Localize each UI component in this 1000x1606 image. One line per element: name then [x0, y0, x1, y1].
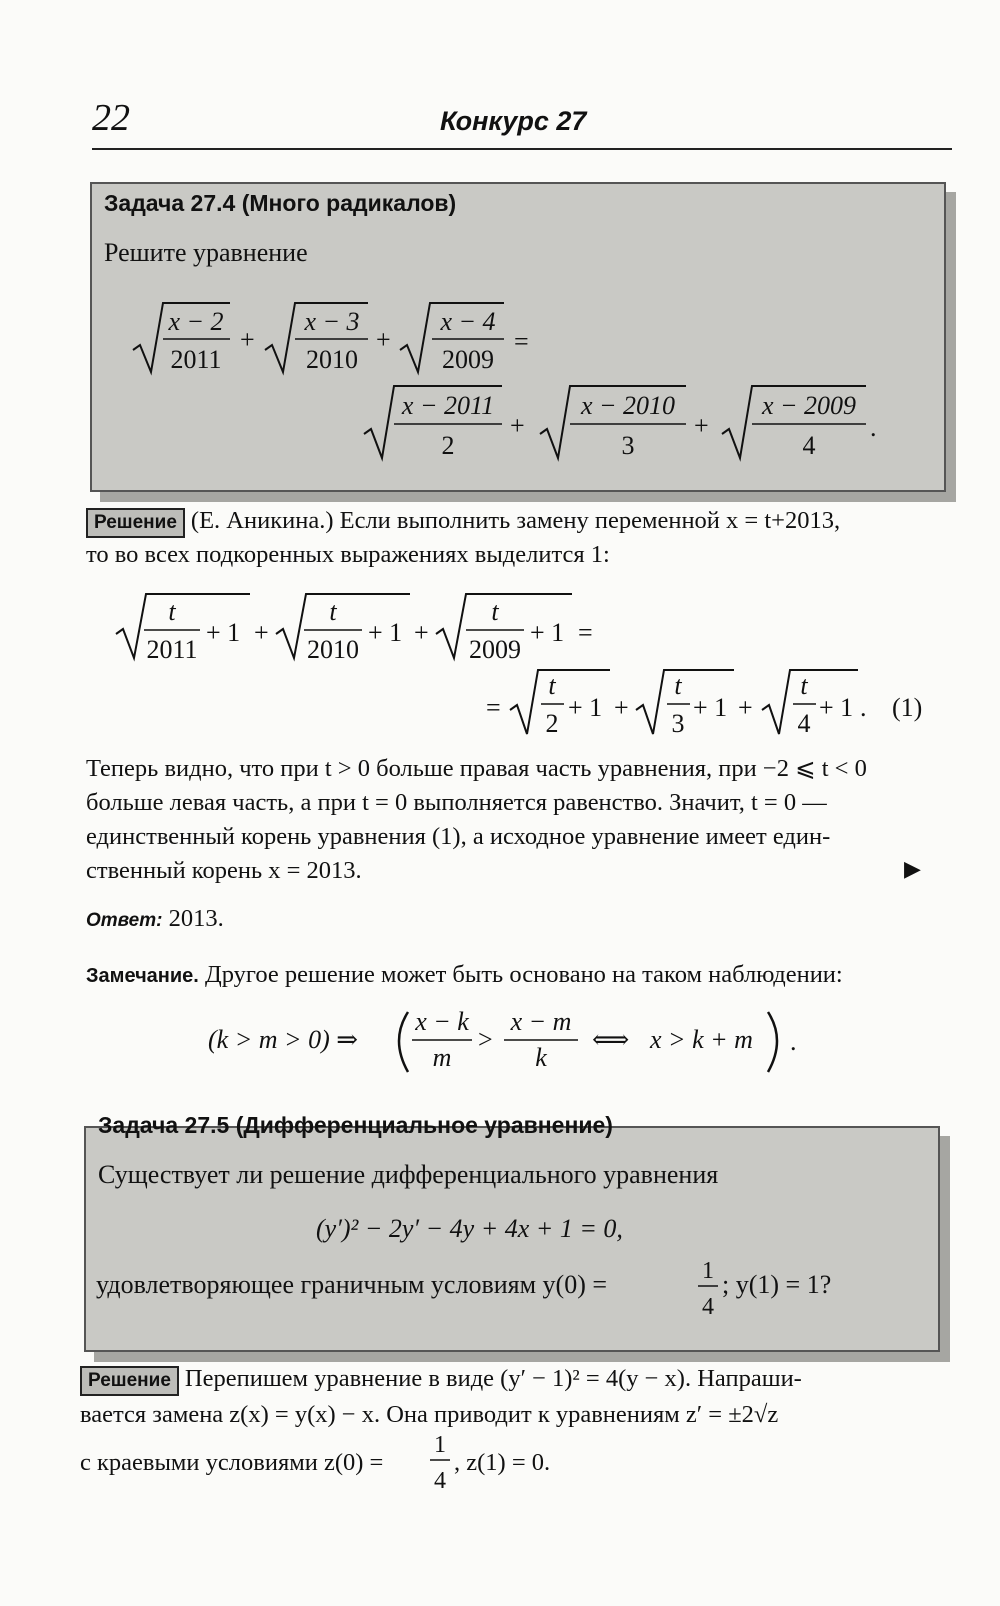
sol-rhs-1-den: 2 — [545, 709, 559, 738]
sol-rhs-1-tail: + 1 — [568, 693, 603, 722]
answer-label: Ответ: — [86, 910, 163, 931]
paragraph-line-2: больше левая часть, а при t = 0 выполняется равенство. Значит, t = 0 — — [86, 789, 827, 816]
solution-2-text-1: Перепишем уравнение в виде (y′ − 1)² = 4(y − x). Напраши- — [184, 1365, 802, 1392]
sol-equals-2: = — [486, 693, 501, 722]
remark-label: Замечание. — [86, 965, 199, 987]
plus-4: + — [694, 411, 709, 440]
rhs-3-num: x − 2009 — [761, 391, 857, 420]
p2-frac-den: 4 — [702, 1294, 714, 1320]
plus-1: + — [240, 325, 255, 354]
sol-lhs-2-den: 2010 — [307, 635, 359, 664]
lhs-1-num: x − 2 — [168, 307, 224, 336]
running-title: Конкурс 27 — [440, 106, 587, 136]
answer-value: 2013. — [168, 905, 224, 932]
sol-plus-2: + — [414, 618, 429, 647]
paragraph-line-3: единственный корень уравнения (1), а исходное уравнение имеет един- — [86, 823, 831, 850]
equation-number: (1) — [892, 693, 923, 722]
paragraph-line-1: Теперь видно, что при t > 0 больше правая часть уравнения, при −2 ⩽ t < 0 — [86, 755, 867, 782]
period: . — [870, 413, 877, 442]
sol-lhs-1-den: 2011 — [146, 635, 198, 664]
page-number: 22 — [92, 97, 130, 139]
problem-27-5-title: Задача 27.5 (Дифференциальное уравнение) — [98, 1112, 613, 1138]
paragraph-line-4: ственный корень x = 2013. — [86, 857, 362, 884]
end-of-proof-mark: ▶ — [904, 856, 921, 881]
solution-2-line-3a: с краевыми условиями z(0) = — [80, 1449, 384, 1476]
sol-rhs-3-den: 4 — [797, 709, 811, 738]
sol-rhs-2-den: 3 — [671, 709, 685, 738]
sol-plus-4: + — [738, 693, 753, 722]
solution-2-line-3b: , z(1) = 0. — [454, 1449, 551, 1476]
problem-27-5-line-1: Существует ли решение дифференциального уравнения — [98, 1160, 719, 1189]
solution-2-line-2: вается замена z(x) = y(x) − x. Она приводит к уравнениям z′ = ±2√z — [80, 1401, 779, 1428]
solution-tag: Решение — [86, 508, 185, 538]
remark-conclusion: x > k + m — [650, 1025, 753, 1054]
plus-3: + — [510, 411, 525, 440]
sol-plus-3: + — [614, 693, 629, 722]
p2-frac-num: 1 — [702, 1258, 714, 1284]
remark-premise: (k > m > 0) ⇒ — [208, 1025, 359, 1054]
rhs-2-num: x − 2010 — [580, 391, 676, 420]
sol-equals-1: = — [578, 618, 593, 647]
sol-lhs-2-tail: + 1 — [368, 618, 403, 647]
sol-lhs-2-num: t — [329, 597, 337, 626]
remark-text: Другое решение может быть основано на таком наблюдении: — [205, 961, 843, 988]
lhs-3-den: 2009 — [442, 345, 494, 374]
lhs-3-num: x − 4 — [440, 307, 496, 336]
lhs-2-num: x − 3 — [304, 307, 360, 336]
remark-period: . — [790, 1027, 797, 1056]
remark-frac1-num: x − k — [415, 1007, 469, 1036]
remark-frac2-num: x − m — [510, 1007, 572, 1036]
sol-plus-1: + — [254, 618, 269, 647]
remark-frac1-den: m — [432, 1043, 452, 1072]
remark-frac2-den: k — [535, 1043, 547, 1072]
s2-frac-num: 1 — [434, 1432, 446, 1458]
lhs-1-den: 2011 — [170, 345, 222, 374]
sol-lhs-3-tail: + 1 — [530, 618, 565, 647]
solution-1-text-1: (Е. Аникина.) Если выполнить замену переменной x = t+2013, — [190, 507, 841, 534]
equals-sign: = — [514, 327, 529, 356]
sol-rhs-2-tail: + 1 — [693, 693, 728, 722]
sol-lhs-1-num: t — [168, 597, 176, 626]
problem-27-5-equation: (y′)² − 2y′ − 4y + 4x + 1 = 0, — [316, 1214, 623, 1243]
rhs-2-den: 3 — [621, 431, 635, 460]
lhs-2-den: 2010 — [306, 345, 358, 374]
sol-rhs-3-num: t — [800, 671, 808, 700]
solution-1-line-2: то во всех подкоренных выражениях выделится 1: — [86, 541, 610, 568]
boundary-text-a: удовлетворяющее граничным условиям y(0) = — [96, 1270, 608, 1299]
sol-lhs-3-num: t — [491, 597, 499, 626]
sol-rhs-3-tail: + 1 — [819, 693, 854, 722]
rhs-3-den: 4 — [802, 431, 816, 460]
sol-period: . — [860, 693, 867, 722]
problem-27-4-prompt: Решите уравнение — [104, 238, 308, 267]
rhs-1-den: 2 — [441, 431, 455, 460]
remark-gt: > — [478, 1025, 493, 1054]
rhs-1-num: x − 2011 — [401, 391, 495, 420]
problem-27-4-title: Задача 27.4 (Много радикалов) — [104, 190, 457, 216]
plus-2: + — [376, 325, 391, 354]
sol-lhs-1-tail: + 1 — [206, 618, 241, 647]
sol-rhs-2-num: t — [674, 671, 682, 700]
sol-lhs-3-den: 2009 — [469, 635, 521, 664]
sol-rhs-1-num: t — [548, 671, 556, 700]
remark-iff: ⟺ — [592, 1025, 630, 1054]
s2-frac-den: 4 — [434, 1468, 446, 1494]
boundary-text-b: ; y(1) = 1? — [722, 1270, 832, 1299]
solution-2-tag: Решение — [80, 1366, 179, 1396]
